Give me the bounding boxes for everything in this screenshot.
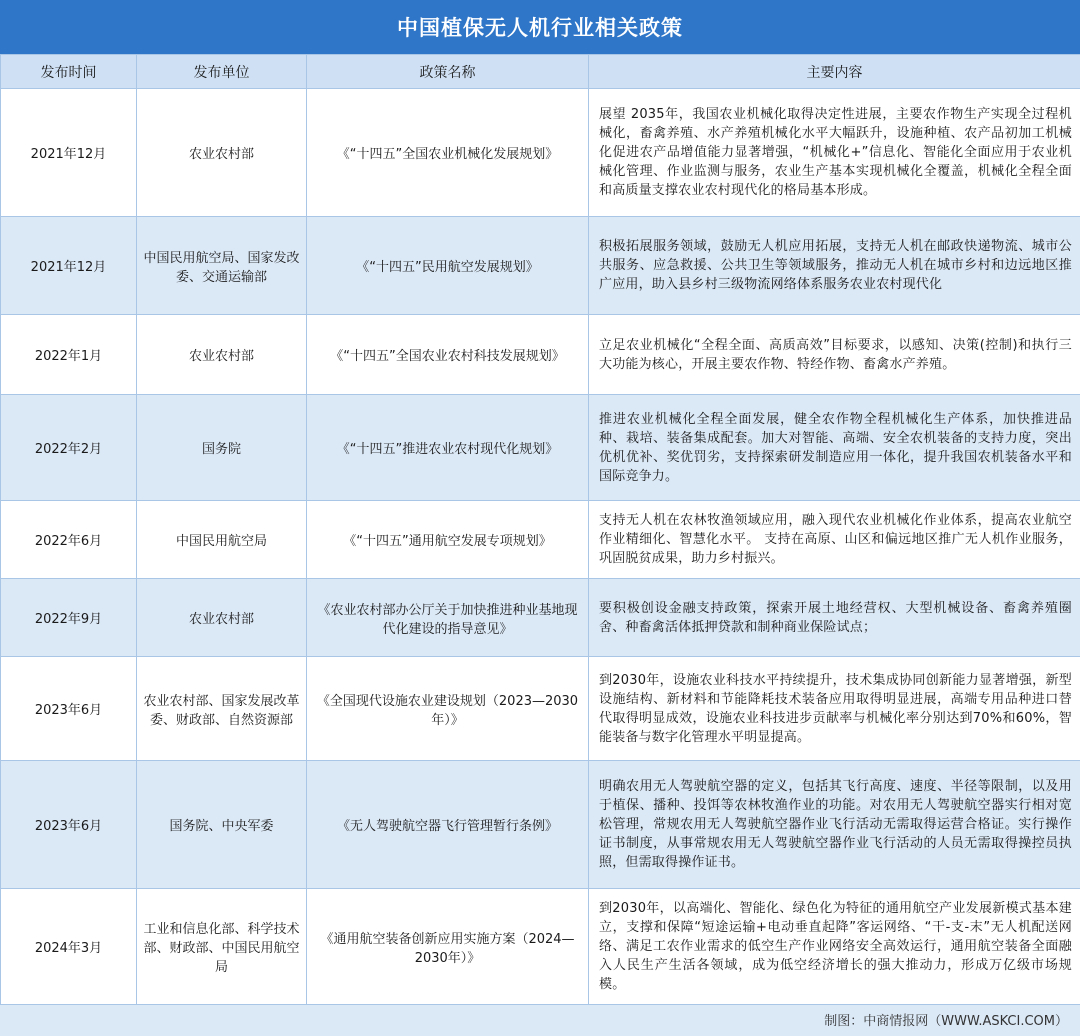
table-row [1, 579, 1080, 657]
table-row [1, 889, 1080, 1005]
cell-org: 工业和信息化部、科学技术部、财政部、中国民用航空局 [137, 889, 307, 1005]
cell-content: 立足农业机械化“全程全面、高质高效”目标要求，以感知、决策(控制)和执行三大功能为核心，开展主要农作物、特经作物、畜禽水产养殖。 [589, 315, 1080, 395]
table-row [1, 501, 1080, 579]
cell-content: 要积极创设金融支持政策，探索开展土地经营权、大型机械设备、畜禽养殖圈舍、种畜禽活体抵押贷款和制种商业保险试点； [589, 579, 1080, 657]
cell-policy: 《“十四五”推进农业农村现代化规划》 [307, 395, 589, 501]
cell-date: 2022年2月 [1, 395, 137, 501]
cell-policy: 《“十四五”全国农业机械化发展规划》 [307, 89, 589, 217]
cell-date: 2022年6月 [1, 501, 137, 579]
cell-content: 积极拓展服务领域，鼓励无人机应用拓展，支持无人机在邮政快递物流、城市公共服务、应急救援、公共卫生等领域服务，推动无人机在城市乡村和边远地区推广应用，助入县乡村三级物流网络体系服务农业农村现代化 [589, 217, 1080, 315]
cell-policy: 《农业农村部办公厅关于加快推进种业基地现代化建设的指导意见》 [307, 579, 589, 657]
cell-date: 2022年9月 [1, 579, 137, 657]
table-row [1, 217, 1080, 315]
table-header-row [1, 55, 1080, 89]
cell-org: 农业农村部 [137, 89, 307, 217]
cell-org: 国务院、中央军委 [137, 761, 307, 889]
cell-org: 国务院 [137, 395, 307, 501]
cell-policy: 《“十四五”民用航空发展规划》 [307, 217, 589, 315]
cell-content: 到2030年，以高端化、智能化、绿色化为特征的通用航空产业发展新模式基本建立，支撑和保障“短途运输+电动垂直起降”客运网络、“干-支-末”无人机配送网络、满足工农作业需求的低空生产作业网络安全高效运行，通用航空装备全面融入人民生产生活各领域，成为低空经济增长的强大推动力，形成万亿级市场规模。 [589, 889, 1080, 1005]
cell-policy: 《“十四五”通用航空发展专项规划》 [307, 501, 589, 579]
cell-date: 2023年6月 [1, 761, 137, 889]
cell-content: 推进农业机械化全程全面发展，健全农作物全程机械化生产体系，加快推进品种、栽培、装备集成配套。加大对智能、高端、安全农机装备的支持力度，突出优机优补、奖优罚劣，支持探索研发制造应用一体化，提升我国农机装备水平和国际竞争力。 [589, 395, 1080, 501]
table-row [1, 395, 1080, 501]
cell-policy: 《通用航空装备创新应用实施方案（2024—2030年）》 [307, 889, 589, 1005]
source-credit: 制图：中商情报网（WWW.ASKCI.COM） [824, 1010, 1068, 1029]
header-org: 发布单位 [137, 55, 307, 89]
cell-content: 明确农用无人驾驶航空器的定义，包括其飞行高度、速度、半径等限制，以及用于植保、播种、投饵等农林牧渔作业的功能。对农用无人驾驶航空器实行相对宽松管理，常规农用无人驾驶航空器作业飞行活动无需取得运营合格证。实行操作证书制度，从事常规农用无人驾驶航空器作业飞行活动的人员无需取得操控员执照，但需取得操作证书。 [589, 761, 1080, 889]
cell-content: 展望 2035年，我国农业机械化取得决定性进展，主要农作物生产实现全过程机械化，畜禽养殖、水产养殖机械化水平大幅跃升，设施种植、农产品初加工机械化促进农产品增值能力显著增强，“机械化+”信息化、智能化全面应用于农业机械化管理、作业监测与服务，农业生产基本实现机械化全覆盖，机械化全程全面和高质量支撑农业农村现代化的格局基本形成。 [589, 89, 1080, 217]
cell-org: 中国民用航空局 [137, 501, 307, 579]
table-row [1, 761, 1080, 889]
table-row [1, 89, 1080, 217]
cell-policy: 《无人驾驶航空器飞行管理暂行条例》 [307, 761, 589, 889]
cell-date: 2022年1月 [1, 315, 137, 395]
table-row [1, 315, 1080, 395]
page-title: 中国植保无人机行业相关政策 [0, 0, 1080, 54]
policy-table [0, 54, 1080, 1005]
cell-date: 2024年3月 [1, 889, 137, 1005]
cell-content: 支持无人机在农林牧渔领域应用，融入现代农业机械化作业体系，提高农业航空作业精细化、智慧化水平。 支持在高原、山区和偏远地区推广无人机作业服务，巩固脱贫成果，助力乡村振兴。 [589, 501, 1080, 579]
cell-content: 到2030年，设施农业科技水平持续提升，技术集成协同创新能力显著增强，新型设施结构、新材料和节能降耗技术装备应用取得明显进展，高端专用品种进口替代取得明显成效，设施农业科技进步贡献率与机械化率分别达到70%和60%，智能装备与数字化管理水平明显提高。 [589, 657, 1080, 761]
cell-date: 2023年6月 [1, 657, 137, 761]
header-content: 主要内容 [589, 55, 1080, 89]
cell-policy: 《“十四五”全国农业农村科技发展规划》 [307, 315, 589, 395]
cell-date: 2021年12月 [1, 217, 137, 315]
cell-org: 农业农村部 [137, 579, 307, 657]
cell-policy: 《全国现代设施农业建设规划（2023—2030年）》 [307, 657, 589, 761]
cell-date: 2021年12月 [1, 89, 137, 217]
cell-org: 农业农村部 [137, 315, 307, 395]
cell-org: 农业农村部、国家发展改革委、财政部、自然资源部 [137, 657, 307, 761]
header-date: 发布时间 [1, 55, 137, 89]
cell-org: 中国民用航空局、国家发改委、交通运输部 [137, 217, 307, 315]
header-policy: 政策名称 [307, 55, 589, 89]
table-row [1, 657, 1080, 761]
